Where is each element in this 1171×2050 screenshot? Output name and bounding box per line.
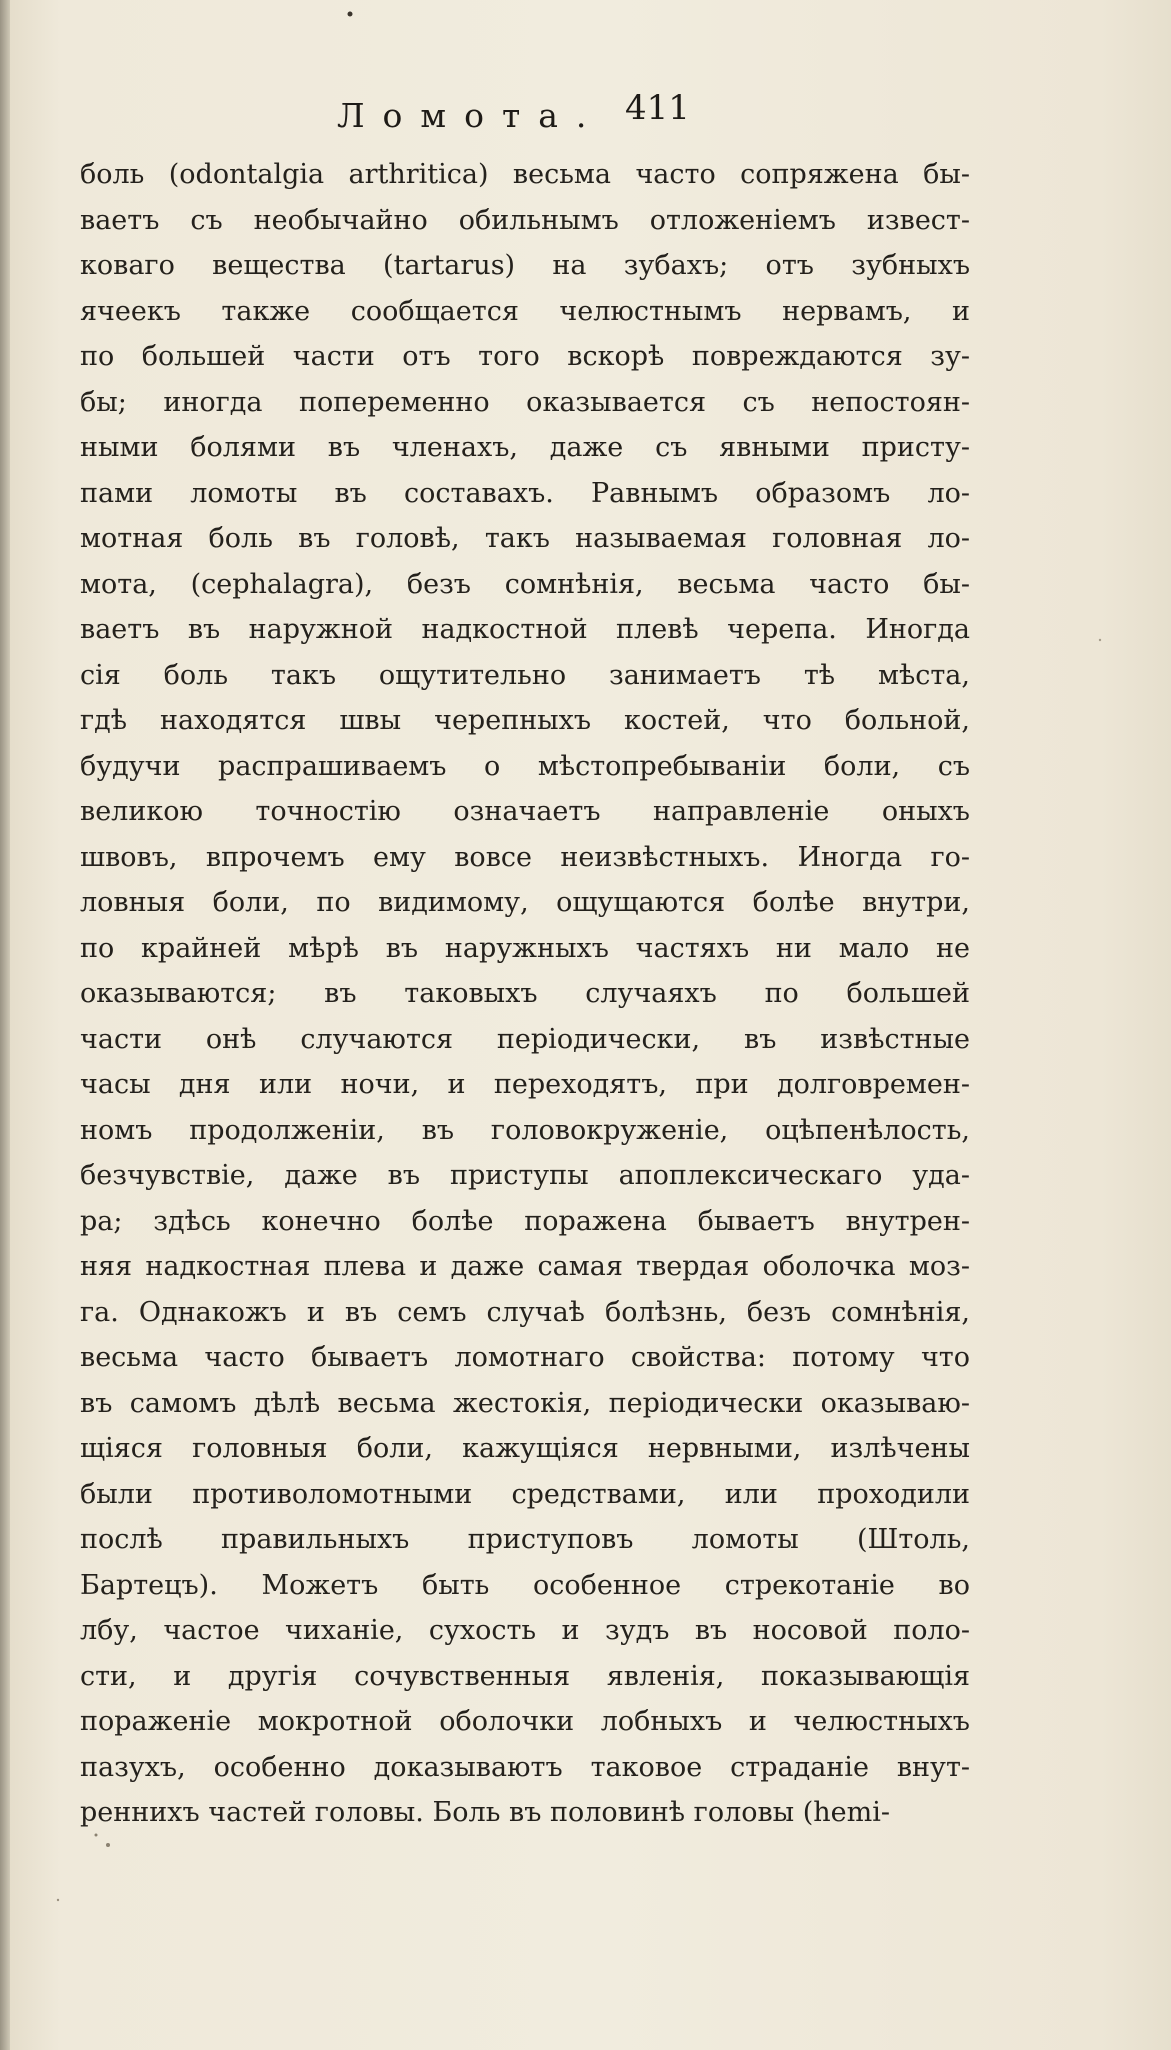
text-line-21: часы дня или ночи, и переходятъ, при долговремен- [80, 1069, 970, 1100]
text-line-6: бы; иногда попеременно оказывается съ непостоян- [80, 386, 970, 418]
text-line-17: ловныя боли, по видимому, ощущаются болѣе внутри, [80, 887, 970, 918]
text-line-14: будучи распрашиваемъ о мѣстопребываніи боли, съ [80, 750, 970, 782]
text-line-35: пораженіе мокротной оболочки лобныхъ и челюстныхъ [80, 1706, 970, 1737]
text-line-19: оказываются; въ таковыхъ случаяхъ по большей [80, 978, 970, 1009]
text-line-18: по крайней мѣрѣ въ наружныхъ частяхъ ни мало не [80, 932, 970, 964]
text-line-11: ваетъ въ наружной надкостной плевѣ черепа. Иногда [80, 614, 970, 645]
text-line-37: реннихъ частей головы. Боль въ половинѣ головы (hemi- [80, 1797, 891, 1828]
text-line-26: га. Однакожъ и въ семъ случаѣ болѣзнь, безъ сомнѣнія, [80, 1296, 970, 1328]
text-line-16: швовъ, впрочемъ ему вовсе неизвѣстныхъ. Иногда го- [80, 841, 970, 873]
running-title: Ломота. [337, 96, 605, 135]
text-line-34: сти, и другія сочувственныя явленія, показывающія [80, 1660, 970, 1692]
text-line-12: сія боль такъ ощутительно занимаетъ тѣ мѣста, [80, 659, 970, 691]
text-line-28: въ самомъ дѣлѣ весьма жестокія, періодически оказываю- [80, 1387, 970, 1419]
text-line-36: пазухъ, особенно доказываютъ таковое страданіе внут- [80, 1751, 970, 1783]
text-line-24: ра; здѣсь конечно болѣе поражена бываетъ внутрен- [80, 1205, 970, 1237]
text-line-8: пами ломоты въ составахъ. Равнымъ образомъ ло- [80, 477, 970, 509]
text-line-23: безчувствіе, даже въ приступы апоплексическаго уда- [80, 1160, 970, 1191]
text-line-4: ячеекъ также сообщается челюстнымъ нервамъ, и [80, 295, 970, 327]
text-line-20: части онѣ случаются періодически, въ извѣстные [80, 1023, 970, 1055]
text-line-29: щіяся головныя боли, кажущіяся нервными, излѣчены [80, 1433, 970, 1464]
text-line-15: великою точностію означаетъ направленіе оныхъ [80, 796, 970, 827]
text-line-10: мота, (cephalagra), безъ сомнѣнія, весьма часто бы- [80, 568, 970, 600]
text-line-5: по большей части отъ того вскорѣ повреждаются зу- [80, 341, 970, 372]
text-line-25: няя надкостная плева и даже самая твердая оболочка моз- [80, 1251, 970, 1282]
text-line-2: ваетъ съ необычайно обильнымъ отложеніемъ извест- [80, 204, 970, 236]
page-header [60, 88, 960, 148]
text-line-32: Бартецъ). Можетъ быть особенное стрекотаніе во [80, 1569, 970, 1601]
text-line-13: гдѣ находятся швы черепныхъ костей, что больной, [80, 705, 970, 736]
body-text [80, 152, 970, 1836]
text-line-3: коваго вещества (tartarus) на зубахъ; отъ зубныхъ [80, 250, 970, 281]
page-number: 411 [625, 88, 690, 128]
text-line-33: лбу, частое чиханіе, сухость и зудъ въ носовой поло- [80, 1615, 970, 1646]
text-line-30: были противоломотными средствами, или проходили [80, 1478, 970, 1510]
text-line-7: ными болями въ членахъ, даже съ явными присту- [80, 432, 970, 463]
text-line-1: боль (odontalgia arthritica) весьма часто сопряжена бы- [80, 159, 970, 190]
text-line-27: весьма часто бываетъ ломотнаго свойства: потому что [80, 1342, 970, 1373]
text-line-31: послѣ правильныхъ приступовъ ломоты (Штоль, [80, 1524, 970, 1555]
text-line-22: номъ продолженіи, въ головокруженіе, оцѣпенѣлость, [80, 1114, 970, 1146]
text-line-9: мотная боль въ головѣ, такъ называемая головная ло- [80, 523, 970, 554]
